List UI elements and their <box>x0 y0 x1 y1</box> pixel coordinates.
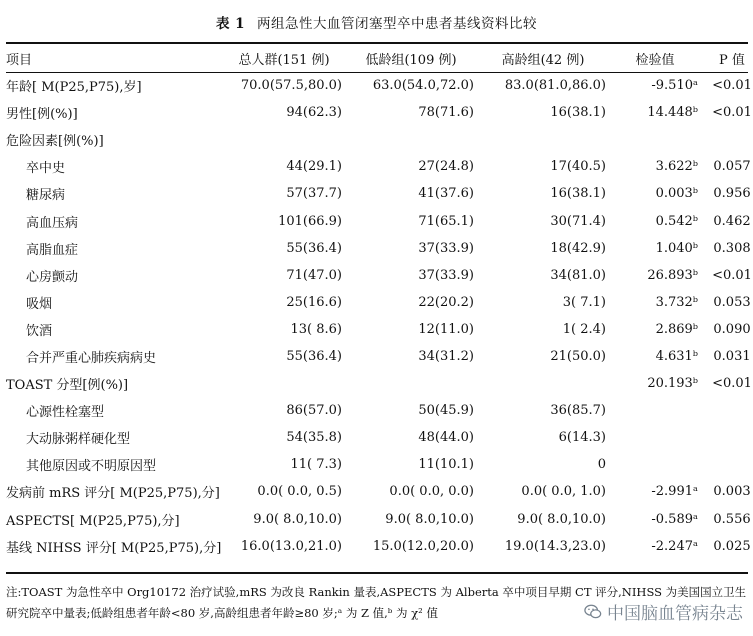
table-cell: 16(38.1) <box>550 105 606 121</box>
table-cell: 4.631ᵇ <box>655 348 698 364</box>
watermark-text: 中国脑血管病杂志 <box>607 604 743 624</box>
header-row <box>6 44 753 72</box>
table-cell <box>226 126 348 153</box>
table-cell: 0.0( 0.0, 1.0) <box>521 484 606 500</box>
table-cell: 25(16.6) <box>286 294 342 310</box>
table-cell: 22(20.2) <box>418 294 474 310</box>
table-cell: -2.247ᵃ <box>651 538 698 554</box>
table-cell: 9.0( 8.0,10.0) <box>385 511 474 527</box>
table-cell: 37(33.9) <box>418 267 474 283</box>
row-label: 高脂血症 <box>26 242 79 258</box>
table-cell: 0.090 <box>713 321 751 337</box>
table-row <box>6 72 753 99</box>
table-cell: 101(66.9) <box>278 213 342 229</box>
table-cell: 0.003 <box>713 484 751 500</box>
table-cell: 0.462 <box>713 213 751 229</box>
table-cell: 55(36.4) <box>286 240 342 256</box>
table-cell: 3.622ᵇ <box>655 159 698 175</box>
table-cell: 0 <box>597 457 606 473</box>
table-row <box>6 99 753 126</box>
table-cell: 17(40.5) <box>550 159 606 175</box>
row-label: 糖尿病 <box>26 188 66 204</box>
table-cell: 1( 2.4) <box>562 321 606 337</box>
table-cell: <0.01 <box>712 267 752 283</box>
table-footnote: 注:TOAST 为急性卒中 Org10172 治疗试验,mRS 为改良 Rankin 量表,ASPECTS 为 Alberta 卒中项目早期 CT 评分,NIHSS 为美国国立卫生研究院卒中量表;低龄组患者年龄<80 岁,高龄组患者年龄≥80 岁;ᵃ 为 Z 值,ᵇ 为 χ² 值 <box>6 585 747 620</box>
table-cell: 21(50.0) <box>550 348 606 364</box>
row-label: 发病前 mRS 评分[ M(P25,P75),分] <box>6 486 220 502</box>
row-label: 大动脉粥样硬化型 <box>26 432 131 448</box>
table-cell: 55(36.4) <box>286 348 342 364</box>
table-cell: 2.869ᵇ <box>655 321 698 337</box>
table-cell: 63.0(54.0,72.0) <box>372 78 474 94</box>
table-cell <box>480 126 612 153</box>
table-cell: 16(38.1) <box>550 186 606 202</box>
table-cell <box>612 451 698 478</box>
row-label: 高血压病 <box>26 215 79 231</box>
table-cell: 0.542ᵇ <box>655 213 698 229</box>
bottom-rule <box>6 572 748 574</box>
header-cell: P 值 <box>719 52 745 68</box>
table-cell: 13( 8.6) <box>290 321 342 337</box>
table-cell <box>480 370 612 397</box>
table-cell: 41(37.6) <box>418 186 474 202</box>
table-cell: 0.057 <box>713 159 751 175</box>
table-cell <box>612 126 698 153</box>
table-cell: 12(11.0) <box>418 321 474 337</box>
table-cell <box>698 397 753 424</box>
table-cell: 86(57.0) <box>286 403 342 419</box>
header-cell: 项目 <box>6 52 33 68</box>
table-cell: 0.025 <box>713 538 751 554</box>
table-cell: 18(42.9) <box>550 240 606 256</box>
table-body <box>6 72 753 560</box>
row-label: 合并严重心肺疾病病史 <box>26 350 157 366</box>
baseline-table <box>6 44 753 560</box>
table-cell: 36(85.7) <box>550 403 606 419</box>
row-label: 吸烟 <box>26 296 53 312</box>
table-row <box>6 397 753 424</box>
table-cell: 9.0( 8.0,10.0) <box>253 511 342 527</box>
table-row <box>6 343 753 370</box>
table-cell <box>226 370 348 397</box>
table-cell: 0.956 <box>713 186 751 202</box>
table-cell: 0.0( 0.0, 0.5) <box>257 484 342 500</box>
row-label: 年龄[ M(P25,P75),岁] <box>6 80 142 96</box>
row-label: 心房颤动 <box>26 269 79 285</box>
table-cell: -2.991ᵃ <box>651 484 698 500</box>
table-cell: 11(10.1) <box>418 457 474 473</box>
table-cell: 14.448ᵇ <box>647 105 698 121</box>
table-cell: -0.589ᵃ <box>651 511 698 527</box>
table-cell: 20.193ᵇ <box>647 376 698 392</box>
header-cell: 检验值 <box>635 52 675 68</box>
table-cell: 71(47.0) <box>286 267 342 283</box>
table-cell: 27(24.8) <box>418 159 474 175</box>
table-cell <box>698 424 753 451</box>
table-cell: <0.01 <box>712 105 752 121</box>
table-cell: 48(44.0) <box>418 430 474 446</box>
table-cell <box>698 126 753 153</box>
table-cell: 3( 7.1) <box>562 294 606 310</box>
table-row <box>6 451 753 478</box>
header-cell: 高龄组(42 例) <box>501 52 585 68</box>
table-cell: 70.0(57.5,80.0) <box>240 78 342 94</box>
table-cell: 44(29.1) <box>286 159 342 175</box>
table-cell: 15.0(12.0,20.0) <box>372 538 474 554</box>
table-cell <box>348 126 480 153</box>
table-row <box>6 207 753 234</box>
table-row <box>6 180 753 207</box>
table-cell: <0.01 <box>712 376 752 392</box>
row-label: TOAST 分型[例(%)] <box>6 378 129 394</box>
row-label: 危险因素[例(%)] <box>6 134 104 150</box>
row-label: 饮酒 <box>26 323 53 339</box>
table-label: 表 1 <box>215 16 246 32</box>
table-caption <box>0 12 753 32</box>
header-cell: 低龄组(109 例) <box>365 52 457 68</box>
row-label: 基线 NIHSS 评分[ M(P25,P75),分] <box>6 540 222 556</box>
header-cell: 总人群(151 例) <box>238 52 330 68</box>
table-cell: 50(45.9) <box>418 403 474 419</box>
table-cell: 0.556 <box>713 511 751 527</box>
table-cell: 30(71.4) <box>550 213 606 229</box>
table-cell: 16.0(13.0,21.0) <box>240 538 342 554</box>
table-cell: 0.308 <box>713 240 751 256</box>
table-cell: 0.003ᵇ <box>655 186 698 202</box>
table-title: 两组急性大血管闭塞型卒中患者基线资料比较 <box>257 16 538 32</box>
table-cell: -9.510ᵃ <box>651 78 698 94</box>
table-row <box>6 533 753 560</box>
table-cell: 78(71.6) <box>418 105 474 121</box>
table-cell: 11( 7.3) <box>290 457 342 473</box>
table-cell: 94(62.3) <box>286 105 342 121</box>
table-cell: 34(81.0) <box>550 267 606 283</box>
row-label: ASPECTS[ M(P25,P75),分] <box>6 513 180 529</box>
table-row <box>6 316 753 343</box>
table-cell <box>612 397 698 424</box>
wechat-icon <box>584 603 602 621</box>
table-cell: 1.040ᵇ <box>655 240 698 256</box>
table-cell: 6(14.3) <box>558 430 606 446</box>
table-cell: 3.732ᵇ <box>655 294 698 310</box>
table-cell: <0.01 <box>712 78 752 94</box>
table-cell: 0.0( 0.0, 0.0) <box>389 484 474 500</box>
table-cell: 26.893ᵇ <box>647 267 698 283</box>
table-cell <box>698 451 753 478</box>
row-label: 卒中史 <box>26 161 66 177</box>
row-label: 心源性栓塞型 <box>26 405 105 421</box>
table-cell <box>612 424 698 451</box>
table-cell: 54(35.8) <box>286 430 342 446</box>
table-cell: 19.0(14.3,23.0) <box>504 538 606 554</box>
row-label: 男性[例(%)] <box>6 107 78 123</box>
table-row <box>6 153 753 180</box>
table-cell <box>348 370 480 397</box>
watermark <box>584 599 743 624</box>
table-cell: 57(37.7) <box>286 186 342 202</box>
table-row <box>6 506 753 533</box>
table-row <box>6 424 753 451</box>
table-row <box>6 262 753 289</box>
table-cell: 9.0( 8.0,10.0) <box>517 511 606 527</box>
table-cell: 83.0(81.0,86.0) <box>504 78 606 94</box>
table-row <box>6 370 753 397</box>
table-cell: 34(31.2) <box>418 348 474 364</box>
table-cell: 0.031 <box>713 348 751 364</box>
table-row <box>6 478 753 505</box>
table-cell: 71(65.1) <box>418 213 474 229</box>
table-row <box>6 289 753 316</box>
row-label: 其他原因或不明原因型 <box>26 459 157 475</box>
table-row <box>6 126 753 153</box>
table-cell: 0.053 <box>713 294 751 310</box>
table-row <box>6 235 753 262</box>
table-cell: 37(33.9) <box>418 240 474 256</box>
